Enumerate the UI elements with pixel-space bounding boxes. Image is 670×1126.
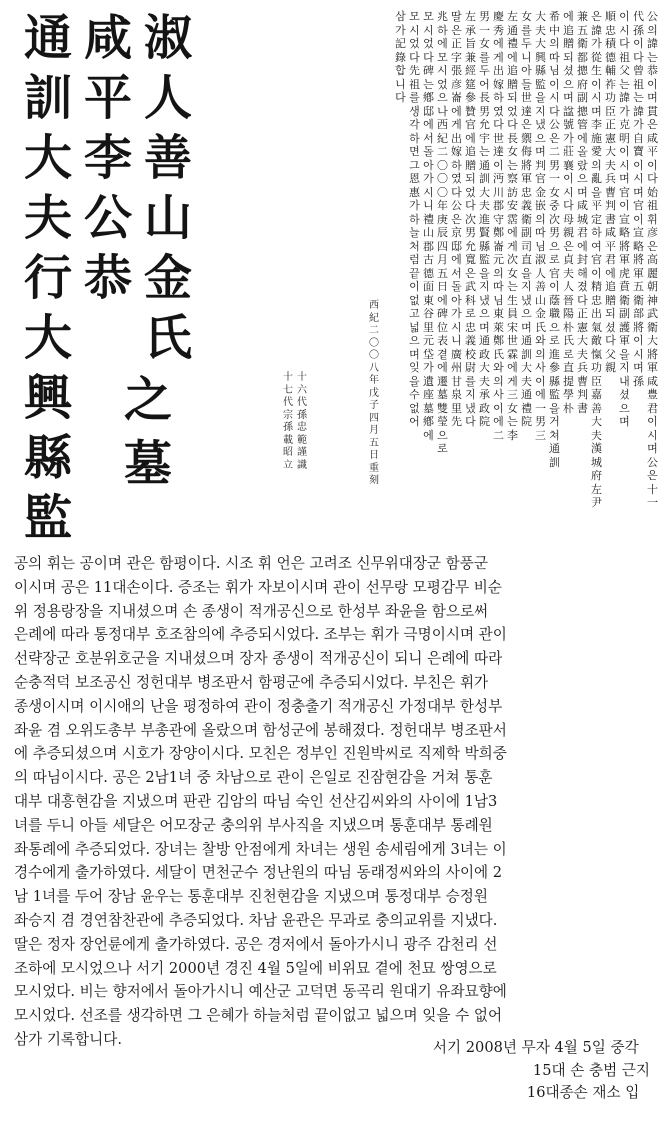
inscription-column: 女 를 두 니 아 들 世 達 은 禦 侮 將 軍 忠 義 衛 副 司 直 을 지 냈 으 며 通 訓 大 夫 通 禮 院 bbox=[521, 10, 532, 428]
translation-line: 위 정용랑장을 지내셨으며 손 종생이 적개공신으로 한성부 좌윤을 함으로써 bbox=[14, 602, 489, 620]
title-character: 大 bbox=[23, 130, 72, 186]
signoff-date: 서기 2008년 무자 4월 5일 중각 bbox=[432, 1039, 639, 1056]
translation-line: 의 따님이시다. 공은 2남1녀 중 차남으로 관이 은일로 진잠현감을 거쳐 통훈 bbox=[14, 769, 493, 787]
title-column-1 bbox=[138, 8, 198, 368]
inscription-column: 大 夫 大 興 縣 監 을 지 냈 으 며 判 官 金 嵌 의 따 님 淑 人 善 山 金 氏 와 의 사 이 에 一 男 三 bbox=[535, 10, 546, 442]
inscription-column: 公 의 諱 는 恭 이 며 貫 은 咸 平 이 다 始 祖 휘 彦 은 高 麗 朝 神 武 衛 大 將 軍 咸 豊 君 이 시 며 公 은 十 一 bbox=[647, 10, 658, 509]
title-character: 興 bbox=[23, 370, 72, 426]
signoff-writer: 15대 손 충범 근지 bbox=[532, 1061, 650, 1079]
title-character: 夫 bbox=[23, 190, 72, 246]
inscription-column: 兆 하 에 모 시 었 으 나 西 紀 二 〇 〇 〇 年 庚 辰 四 月 五 日 에 碑 位 表 곁 에 遷 墓 雙 瑩 으 로 bbox=[437, 10, 448, 455]
inscription-column: 이 시 다 祖 父 는 諱 가 克 明 이 시 며 官 이 宣 略 將 軍 虎 賁 衛 副 護 軍 을 지 내 셨 으 며 bbox=[619, 10, 630, 428]
title-column-2 bbox=[78, 8, 138, 308]
signature-column-1: 十 六 代 孫 忠 範 謹 識 bbox=[297, 372, 307, 471]
translation-line: 좌윤 겸 오위도총부 부총관에 올랐으며 함성군에 봉해졌다. 정헌대부 병조판서 bbox=[14, 721, 507, 739]
title-character: 縣 bbox=[23, 430, 72, 486]
signature-column-2: 十 七 代 宗 孫 載 昭 立 bbox=[283, 372, 293, 471]
title-character: 通 bbox=[23, 10, 72, 66]
inscription-column: 代 孫 이 다 曾 祖 는 諱 가 自 寶 이 시 며 官 이 宣 略 將 軍 五 衛 部 將 이 시 며 孫 bbox=[633, 10, 644, 388]
title-column-3 bbox=[18, 8, 78, 548]
title-character: 善 bbox=[143, 130, 192, 186]
inscription-column: 딸 은 正 字 張 彦 崙 에 게 出 嫁 하 였 다 公 은 京 邸 에 서 돌 아 가 시 니 廣 州 甘 泉 里 先 bbox=[451, 10, 462, 428]
translation-line: 딸은 정자 장언륜에게 출가하였다. 공은 경저에서 돌아가시니 광주 감천리 선 bbox=[14, 935, 498, 953]
translation-line: 에 추증되셨으며 시호가 장양이시다. 모친은 정부인 진원박씨로 직제학 박희중 bbox=[14, 745, 507, 763]
signoff-erector: 16대종손 재소 입 bbox=[526, 1084, 640, 1101]
inscription-column: 모 시 었 다 先 祖 를 생 각 하 면 그 恩 惠 가 하 늘 처 럼 끝 이 없 고 넓 으 며 잊 을 수 없 어 bbox=[409, 10, 420, 428]
zhi-mu-character: 墓 bbox=[123, 436, 172, 492]
title-character: 人 bbox=[143, 70, 192, 126]
translation-line: 공의 휘는 공이며 관은 함평이다. 시조 휘 언은 고려조 신무위대장군 함풍군 bbox=[14, 555, 488, 572]
translation-line: 대부 대흥현감을 지냈으며 판관 김암의 따님 숙인 선산김씨와의 사이에 1남3 bbox=[14, 792, 498, 810]
inscription-column: 에 追 贈 되 셨 으 며 諡 號 가 莊 襄 이 시 다 母 親 은 貞 夫 人 晉 陽 朴 氏 로 直 提 學 朴 bbox=[563, 10, 574, 415]
title-character: 山 bbox=[143, 190, 192, 246]
zhi-mu-character: 之 bbox=[123, 372, 172, 428]
translation-line: 순충적덕 보조공신 정헌대부 병조판서 함평군에 추증되시었다. 부친은 휘가 bbox=[14, 673, 489, 691]
translation-line: 이시며 공은 11대손이다. 증조는 휘가 자보이시며 관이 선무랑 모평감무 비순 bbox=[14, 578, 502, 596]
inscription-column: 은 諱 가 從 生 이 시 며 李 施 愛 의 亂 을 平 定 하 여 官 이 精 忠 出 氣 敵 愾 功 臣 嘉 善 大 夫 漢 城 府 左 尹 bbox=[591, 10, 602, 509]
translation-line: 모시었다. 선조를 생각하면 그 은혜가 하늘처럼 끝이없고 넓으며 잊을 수 없어 bbox=[14, 1007, 503, 1025]
translation-line: 삼가 기록합니다. bbox=[14, 1030, 122, 1048]
title-character: 訓 bbox=[23, 70, 72, 126]
translation-line: 경수에게 출가하였다. 세달이 면천군수 정난원의 따님 동래정씨와의 사이에 2 bbox=[14, 864, 503, 882]
title-character: 恭 bbox=[83, 250, 132, 306]
inscription-column: 兼 五 衛 都 摠 府 副 摠 管 에 올 랐 으 며 咸 城 君 에 封 해 졌 다 正 憲 大 夫 兵 曹 判 書 bbox=[577, 10, 588, 415]
zhi-mu-characters bbox=[118, 368, 178, 496]
inscription-column: 삼 가 記 錄 합 니 다 bbox=[395, 10, 406, 104]
translation-line: 좌승지 겸 경연참찬관에 추증되었다. 차남 윤관은 무과로 충의교위를 지냈다. bbox=[14, 911, 498, 929]
inscription-column: 希 中 의 따 님 이 시 다 公 은 二 男 一 女 중 次 男 으 로 官 이 蔭 職 으 로 進 參 縣 監 을 거 쳐 通 訓 bbox=[549, 10, 560, 469]
inscription-column: 모 시 었 다 碑 는 鄕 邸 에 서 돌 아 가 시 니 禮 山 郡 古 德 面 東 谷 里 元 垈 가 遺 座 墓 鄕 에 bbox=[423, 10, 434, 442]
translation-line: 은례에 따라 통정대부 호조참의에 추증되시었다. 조부는 휘가 극명이시며 관이 bbox=[14, 626, 507, 644]
title-character: 大 bbox=[23, 310, 72, 366]
title-character: 氏 bbox=[143, 310, 192, 366]
inscription-column: 順 忠 積 德 輔 祚 功 臣 正 憲 大 夫 兵 曹 判 書 咸 平 君 에 追 贈 되 셨 다 父 親 bbox=[605, 10, 616, 374]
inscription-column: 左 通 禮 에 追 贈 되 었 다 長 女 는 察 訪 安 霑 에 게 次 女 는 生 員 宋 世 霖 에 게 三 女 는 李 bbox=[507, 10, 518, 442]
inscription-column: 左 承 旨 兼 經 筵 參 贊 官 에 追 贈 되 었 다 次 男 允 寬 은 武 科 로 忠 義 校 尉 를 지 냈 다 bbox=[465, 10, 476, 428]
inscription-rubbing bbox=[0, 0, 670, 546]
title-character: 李 bbox=[83, 130, 132, 186]
title-character: 監 bbox=[23, 490, 72, 546]
translation-line: 선략장군 호분위호군을 지내셨으며 장자 종생이 적개공신이 되니 은례에 따라 bbox=[14, 650, 503, 668]
translation-line: 종생이시며 이시애의 난을 평정하여 관이 정충출기 적개공신 가정대부 한성부 bbox=[14, 697, 503, 715]
title-character: 金 bbox=[143, 250, 192, 306]
inscription-column: 男 一 女 를 두 어 長 男 允 宇 는 通 訓 大 夫 進 賢 縣 監 을 지 냈 으 며 通 政 大 夫 承 政 院 bbox=[479, 10, 490, 428]
korean-translation bbox=[14, 552, 662, 1052]
title-character: 公 bbox=[83, 190, 132, 246]
title-character: 咸 bbox=[83, 10, 132, 66]
translation-line: 모시었다. 비는 향저에서 돌아가시니 예산군 고덕면 동곡리 원대기 유좌묘향에 bbox=[14, 983, 507, 1001]
title-character: 行 bbox=[23, 250, 72, 306]
inscription-column: 慶 秀 에 게 出 嫁 하 였 다 世 達 이 沔 川 郡 守 鄭 崙 元 의 따 님 東 萊 鄭 氏 와 의 사 이 에 二 bbox=[493, 10, 504, 442]
translation-line: 녀를 두니 아들 세달은 어모장군 충의위 부사직을 지냈으며 통훈대부 통례원 bbox=[14, 816, 493, 834]
title-character: 淑 bbox=[143, 10, 192, 66]
translation-line: 남 1녀를 두어 장남 윤우는 통훈대부 진천현감을 지냈으며 통정대부 승정원 bbox=[14, 888, 488, 906]
translation-line: 좌통례에 추증되었다. 장녀는 찰방 안점에게 차녀는 생원 송세림에게 3녀는 이 bbox=[14, 840, 507, 858]
signoff-block bbox=[433, 1037, 650, 1105]
date-column: 西 紀 二 〇 〇 八 年 戊 子 四 月 五 日 重 刻 bbox=[369, 300, 379, 486]
title-character: 平 bbox=[83, 70, 132, 126]
translation-line: 조하에 모시었으나 서기 2000년 경진 4월 5일에 비위묘 곁에 천묘 쌍영으로 bbox=[14, 959, 497, 977]
